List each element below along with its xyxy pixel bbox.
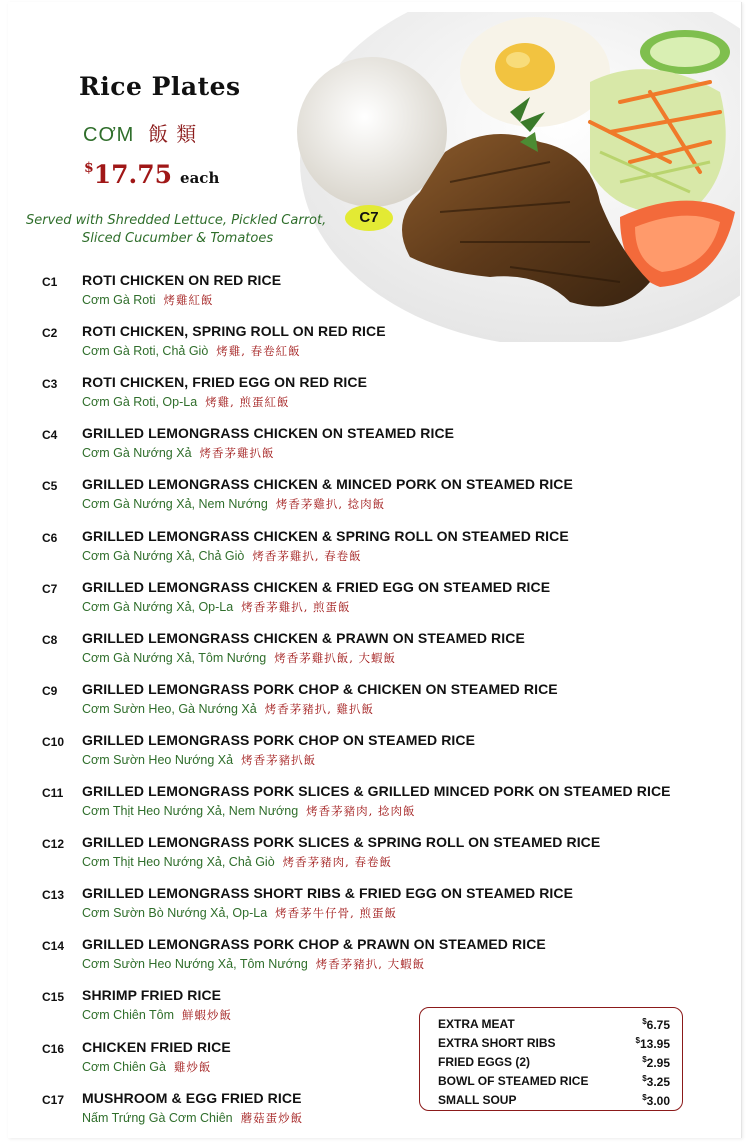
item-viet-name bbox=[82, 650, 396, 666]
item-viet-text: Cơm Chiên Tôm bbox=[82, 1008, 175, 1023]
item-viet-text: Cơm Sườn Bò Nướng Xả, Op-La bbox=[82, 906, 268, 921]
extra-name: EXTRA MEAT bbox=[438, 1017, 515, 1031]
extra-row bbox=[438, 1036, 670, 1054]
item-code: C2 bbox=[42, 326, 58, 341]
item-name: ROTI CHICKEN ON RED RICE bbox=[82, 272, 282, 288]
item-name: ROTI CHICKEN, SPRING ROLL ON RED RICE bbox=[82, 323, 386, 340]
item-chinese-name: 烤香茅豬扒, 雞扒飯 bbox=[264, 701, 375, 716]
photo-item-badge: C7 bbox=[345, 205, 393, 231]
item-viet-text: Nấm Trứng Gà Cơm Chiên bbox=[82, 1110, 233, 1125]
item-chinese-name: 烤香茅豬扒飯 bbox=[241, 752, 317, 767]
item-code: C11 bbox=[42, 786, 64, 800]
item-viet-text: Cơm Gà Nướng Xả, Tôm Nướng bbox=[82, 650, 267, 665]
extra-row bbox=[438, 1017, 670, 1035]
subtitle bbox=[83, 118, 204, 147]
menu-page bbox=[8, 2, 742, 1138]
item-name: GRILLED LEMONGRASS CHICKEN & SPRING ROLL ON STEAMED RICE bbox=[82, 527, 569, 544]
item-viet-text: Cơm Gà Roti bbox=[82, 293, 156, 307]
item-viet-name bbox=[82, 1110, 303, 1126]
item-code: C4 bbox=[42, 428, 58, 443]
item-viet-text: Cơm Thịt Heo Nướng Xả, Nem Nướng bbox=[82, 804, 299, 818]
item-chinese-name: 烤香茅雞扒, 捻肉飯 bbox=[275, 497, 386, 512]
item-code: C5 bbox=[42, 479, 58, 494]
item-code: C3 bbox=[42, 377, 58, 392]
item-viet-name bbox=[82, 496, 385, 512]
item-code: C16 bbox=[42, 1041, 65, 1056]
item-name: GRILLED LEMONGRASS PORK SLICES & SPRING ROLL ON STEAMED RICE bbox=[82, 834, 601, 851]
item-chinese-name: 烤香茅豬肉, 春卷飯 bbox=[282, 855, 392, 870]
extra-price bbox=[642, 1055, 670, 1070]
extra-price-currency: $ bbox=[642, 1055, 647, 1064]
served-line-1: Served with Shredded Lettuce, Pickled Carrot, bbox=[26, 213, 327, 228]
extra-price-value: 3.25 bbox=[646, 1075, 670, 1089]
item-viet-name bbox=[82, 1007, 232, 1023]
item-viet-text: Cơm Gà Nướng Xả, Chả Giò bbox=[82, 548, 245, 563]
item-chinese-name: 烤香茅雞扒飯 bbox=[199, 446, 275, 461]
extras-box bbox=[419, 1007, 683, 1111]
item-code: C13 bbox=[42, 888, 65, 903]
item-viet-name bbox=[82, 599, 351, 615]
item-name: GRILLED LEMONGRASS CHICKEN & FRIED EGG ON STEAMED RICE bbox=[82, 578, 551, 595]
item-code: C8 bbox=[42, 632, 58, 647]
item-chinese-name: 烤香茅豬肉, 捻肉飯 bbox=[306, 804, 416, 818]
item-chinese-name: 烤香茅雞扒, 春卷飯 bbox=[252, 548, 362, 563]
item-viet-text: Cơm Gà Roti, Chả Giò bbox=[82, 344, 209, 359]
item-chinese-name: 烤雞紅飯 bbox=[163, 293, 214, 307]
item-chinese-name: 蘑菇蛋炒飯 bbox=[240, 1110, 304, 1125]
item-viet-text: Cơm Sườn Heo, Gà Nướng Xả bbox=[82, 701, 257, 716]
extra-name: SMALL SOUP bbox=[438, 1093, 517, 1107]
item-chinese-name: 烤雞, 煎蛋紅飯 bbox=[205, 395, 290, 410]
item-name: GRILLED LEMONGRASS CHICKEN ON STEAMED RICE bbox=[82, 425, 455, 442]
item-viet-text: Cơm Gà Nướng Xả, Op-La bbox=[82, 599, 234, 614]
extra-price-value: 6.75 bbox=[646, 1018, 670, 1032]
item-chinese-name: 烤香茅豬扒, 大蝦飯 bbox=[315, 957, 426, 972]
item-name: GRILLED LEMONGRASS SHORT RIBS & FRIED EGG ON STEAMED RICE bbox=[82, 885, 574, 902]
extra-row bbox=[438, 1093, 670, 1111]
extra-row bbox=[438, 1074, 670, 1092]
item-viet-name bbox=[82, 394, 290, 410]
item-viet-text: Cơm Thịt Heo Nướng Xả, Chả Giò bbox=[82, 855, 275, 870]
subtitle-cn: 飯類 bbox=[148, 124, 205, 146]
extra-price-value: 13.95 bbox=[639, 1037, 670, 1051]
item-chinese-name: 烤香茅雞扒飯, 大蝦飯 bbox=[274, 650, 397, 665]
page-title: Rice Plates bbox=[79, 72, 241, 101]
price-suffix: each bbox=[180, 169, 220, 187]
extra-row bbox=[438, 1055, 670, 1073]
extra-price-value: 3.00 bbox=[646, 1094, 670, 1108]
item-name: MUSHROOM & EGG FRIED RICE bbox=[82, 1089, 302, 1106]
item-code: C7 bbox=[42, 581, 58, 596]
extra-price bbox=[642, 1093, 670, 1108]
item-name: GRILLED LEMONGRASS PORK CHOP & PRAWN ON STEAMED RICE bbox=[82, 936, 546, 953]
item-chinese-name: 雞炒飯 bbox=[173, 1059, 212, 1074]
item-viet-text: Cơm Gà Nướng Xả, Nem Nướng bbox=[82, 497, 268, 512]
item-viet-text: Cơm Gà Nướng Xả bbox=[82, 446, 192, 461]
item-viet-text: Cơm Gà Roti, Op-La bbox=[82, 395, 198, 410]
item-viet-text: Cơm Chiên Gà bbox=[82, 1059, 166, 1074]
item-name: SHRIMP FRIED RICE bbox=[82, 987, 222, 1004]
item-viet-name bbox=[82, 548, 362, 564]
item-code: C12 bbox=[42, 837, 65, 852]
subtitle-viet: CƠM bbox=[83, 124, 135, 146]
item-name: GRILLED LEMONGRASS PORK CHOP & CHICKEN ON STEAMED RICE bbox=[82, 680, 558, 697]
item-viet-name bbox=[82, 905, 397, 921]
extra-price bbox=[636, 1036, 670, 1051]
extra-price-currency: $ bbox=[642, 1017, 647, 1026]
item-viet-name bbox=[82, 701, 374, 717]
extra-price-currency: $ bbox=[642, 1074, 647, 1083]
item-chinese-name: 鮮蝦炒飯 bbox=[182, 1008, 233, 1023]
item-viet-name bbox=[82, 854, 392, 870]
item-viet-name bbox=[82, 343, 301, 359]
item-code: C6 bbox=[42, 530, 58, 545]
item-code: C15 bbox=[42, 990, 65, 1005]
item-code: C17 bbox=[42, 1092, 65, 1107]
extra-price-currency: $ bbox=[642, 1093, 647, 1102]
extra-price bbox=[642, 1017, 670, 1032]
item-viet-name bbox=[82, 292, 214, 308]
served-with-note bbox=[26, 212, 346, 248]
rice-plate-photo bbox=[290, 12, 740, 342]
item-name: CHICKEN FRIED RICE bbox=[82, 1038, 231, 1055]
item-name: ROTI CHICKEN, FRIED EGG ON RED RICE bbox=[82, 374, 368, 391]
item-viet-text: Cơm Sườn Heo Nướng Xả, Tôm Nướng bbox=[82, 957, 308, 972]
item-viet-name bbox=[82, 803, 415, 819]
price-value: 17.75 bbox=[93, 160, 173, 189]
item-viet-name bbox=[82, 445, 275, 461]
item-code: C10 bbox=[42, 734, 65, 749]
item-viet-name bbox=[82, 956, 425, 972]
item-name: GRILLED LEMONGRASS CHICKEN & PRAWN ON STEAMED RICE bbox=[82, 629, 525, 646]
item-viet-text: Cơm Sườn Heo Nướng Xả bbox=[82, 752, 234, 767]
item-name: GRILLED LEMONGRASS CHICKEN & MINCED PORK ON STEAMED RICE bbox=[82, 476, 573, 493]
item-viet-name bbox=[82, 752, 316, 768]
served-line-2: Sliced Cucumber & Tomatoes bbox=[82, 231, 274, 246]
item-viet-name bbox=[82, 1059, 211, 1075]
item-chinese-name: 烤香茅雞扒, 煎蛋飯 bbox=[241, 599, 351, 614]
extra-price-value: 2.95 bbox=[646, 1056, 670, 1070]
extra-name: FRIED EGGS (2) bbox=[438, 1055, 531, 1069]
item-chinese-name: 烤香茅牛仔骨, 煎蛋飯 bbox=[275, 906, 397, 921]
price-currency: $ bbox=[84, 160, 94, 176]
extra-price-currency: $ bbox=[635, 1036, 640, 1045]
item-name: GRILLED LEMONGRASS PORK CHOP ON STEAMED RICE bbox=[82, 731, 476, 748]
item-chinese-name: 烤雞, 春卷紅飯 bbox=[216, 344, 301, 359]
extra-price bbox=[642, 1074, 670, 1089]
plate-price bbox=[84, 160, 219, 189]
item-code: C1 bbox=[42, 275, 58, 289]
extra-name: EXTRA SHORT RIBS bbox=[438, 1036, 556, 1050]
extra-name: BOWL OF STEAMED RICE bbox=[438, 1074, 589, 1088]
item-code: C9 bbox=[42, 683, 58, 698]
item-code: C14 bbox=[42, 939, 65, 954]
item-name: GRILLED LEMONGRASS PORK SLICES & GRILLED MINCED PORK ON STEAMED RICE bbox=[82, 783, 671, 799]
